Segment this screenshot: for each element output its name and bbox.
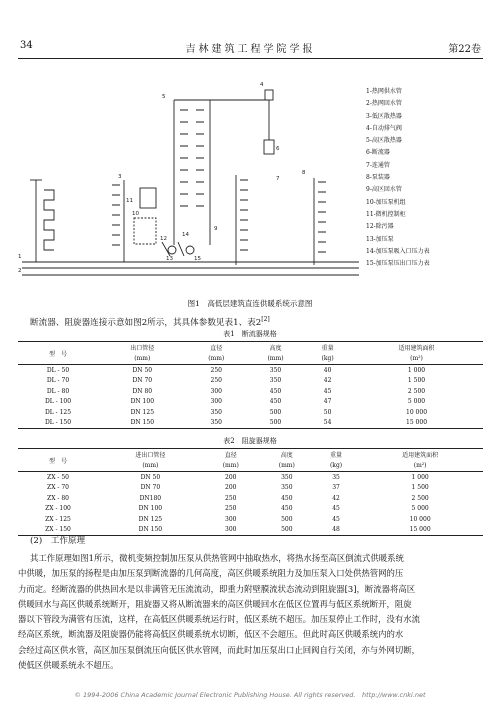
table-row: [18, 504, 483, 515]
diagram-label-1: 1: [18, 254, 22, 260]
table-cell: 54: [305, 418, 350, 429]
table-header-cell: 高度: [259, 449, 315, 461]
diagram-label-9: 9: [214, 226, 218, 232]
figure-legend: [366, 86, 430, 270]
table-cell: DL - 50: [46, 366, 70, 374]
table-unit-cell: (mm): [259, 460, 315, 472]
table-cell: 350: [281, 473, 293, 481]
diagram-label-7: 7: [276, 176, 280, 182]
table-unit-cell: (kg): [315, 460, 357, 472]
legend-item: 2-热网回水管: [366, 100, 402, 108]
diagram-labels: [18, 82, 306, 274]
diagram-label-8: 8: [302, 170, 306, 176]
table-cell: 250: [225, 505, 237, 513]
table-cell: ZX - 80: [47, 494, 69, 502]
table-cell: ZX - 70: [47, 484, 69, 492]
table-unit-cell: (m²): [350, 353, 483, 365]
diagram-label-5: 5: [162, 94, 166, 100]
table-cell: DN 70: [132, 377, 153, 385]
table-cell: 250: [225, 494, 237, 502]
building-2-radiators: [112, 180, 124, 262]
table1-caption: 表1 断流器规格: [223, 330, 277, 338]
street-mains: [22, 262, 359, 275]
table-cell: 10 000: [409, 515, 431, 523]
table-unit-cell: (mm): [246, 353, 305, 365]
table-cell: DL - 125: [44, 408, 72, 416]
body-line: 供暖回水与高区供暖系统断开，阻旋器又将从断流器来的高区供暖回水在低区位置再与低区系统断开，阻旋: [18, 598, 412, 609]
high-zone-risers: [174, 100, 269, 245]
table-cell: 300: [210, 387, 222, 395]
body-line: 中供暖，加压泵的扬程是由加压泵到断流器的几何高度，高区供暖系统阻力及加压泵入口处供热管网的压: [18, 568, 404, 579]
table1: [18, 341, 483, 429]
table-cell: 350: [269, 377, 282, 385]
table-cell: 2 500: [407, 387, 426, 395]
table-cell: 200: [225, 484, 237, 492]
table-unit-cell: (m²): [357, 460, 483, 472]
table-row: [18, 514, 483, 525]
table-row: [18, 376, 483, 387]
table-cell: DN 50: [140, 473, 161, 481]
legend-item: 10-加压泵机组: [366, 198, 406, 206]
table-cell: 5 000: [407, 398, 426, 406]
diagram-label-15: 15: [194, 256, 201, 262]
table-cell: 2 500: [411, 494, 429, 502]
table-cell: 350: [210, 408, 222, 416]
table-cell: DL - 80: [46, 387, 70, 395]
table-cell: 500: [281, 515, 293, 523]
diagram-label-12: 12: [160, 236, 167, 242]
intro-citation: [2]: [261, 316, 270, 323]
table-header-cell: 直径: [187, 342, 246, 354]
section-heading: (2) 工作原理: [30, 536, 86, 546]
table-row: [18, 483, 483, 494]
table-header-cell: 重量: [305, 342, 350, 354]
table-cell: 37: [332, 484, 340, 492]
page-number: 34: [20, 40, 33, 51]
table-cell: DN 50: [132, 366, 153, 374]
table-row: [18, 407, 483, 418]
legend-item: 15-加压泵压出口压力表: [366, 260, 430, 268]
legend-item: 1-热网供水管: [366, 88, 402, 95]
table-cell: 350: [269, 366, 282, 374]
table-row: [18, 386, 483, 397]
table-cell: 48: [315, 525, 357, 536]
table-cell: 300: [203, 525, 259, 536]
legend-item: 14-加压泵吸入口压力表: [366, 247, 430, 255]
table-cell: DN 150: [98, 418, 187, 429]
table-cell: DN 125: [130, 408, 155, 416]
intro-text: 断流器、阻旋器连接示意如图2所示，其具体参数见表1、表2: [30, 317, 262, 328]
table-cell: DN 100: [138, 505, 163, 513]
legend-item: 3-低区散热器: [366, 112, 402, 120]
table-cell: DN 150: [98, 525, 203, 536]
table-header-cell: 进出口管径: [98, 449, 203, 461]
table-cell: DN 125: [138, 515, 163, 523]
body-line: 力而定。经断流器的供热回水是以非满管无压流流动，即重力附壁膜流状态流动到阻旋器[3]，断流器将高区: [18, 583, 416, 594]
legend-item: 9-高区回水管: [366, 186, 402, 194]
diagram-label-4: 4: [260, 82, 264, 88]
table-row: [18, 418, 483, 429]
diagram-label-3: 3: [118, 174, 122, 180]
legend-item: 11-微机控制柜: [366, 210, 406, 218]
table-row: [18, 397, 483, 408]
table-unit-cell: (mm): [98, 353, 187, 365]
table-cell: DN 80: [132, 387, 153, 395]
table-cell: 45: [332, 505, 340, 513]
table-cell: 350: [281, 484, 293, 492]
table-row: [18, 472, 483, 483]
table-cell: 250: [210, 366, 222, 374]
diagram-label-11: 11: [126, 198, 133, 204]
table-cell: 42: [332, 494, 340, 502]
tall-building-2: [314, 178, 326, 265]
table-cell: DN180: [139, 494, 162, 502]
legend-item: 13-加压泵: [366, 235, 394, 243]
tall-building-1: [236, 175, 248, 265]
legend-item: 8-泵装器: [366, 174, 390, 182]
table-header-cell: 直径: [203, 449, 259, 461]
body-text: [18, 551, 485, 673]
table-header-cell: 高度: [246, 342, 305, 354]
legend-item: 7-连通管: [366, 161, 390, 169]
table-cell: DN 70: [140, 484, 161, 492]
table-cell: 500: [246, 418, 305, 429]
table-unit-cell: (mm): [187, 353, 246, 365]
table-cell: 10 000: [406, 408, 428, 416]
legend-item: 5-高区散热器: [366, 137, 402, 145]
journal-title: 吉林建筑工程学院学报: [185, 44, 316, 55]
table-cell: 50: [323, 408, 332, 416]
diagram-label-10: 10: [132, 211, 139, 217]
table-cell: 350: [187, 418, 246, 429]
diagram-label-6: 6: [276, 146, 280, 152]
table-cell: 500: [269, 408, 282, 416]
table-cell: DL - 100: [44, 398, 72, 406]
table-header-cell: 型 号: [18, 342, 98, 365]
table-cell: 1 500: [411, 484, 429, 492]
table-cell: DL - 150: [18, 418, 98, 429]
table-cell: 15 000: [357, 525, 483, 536]
table-cell: 500: [259, 525, 315, 536]
table-cell: 1 500: [407, 377, 426, 385]
table-cell: 450: [269, 398, 282, 406]
system-diagram: [14, 70, 364, 288]
table-cell: 1 000: [411, 473, 429, 481]
table-cell: 450: [281, 494, 293, 502]
diagram-label-2: 2: [18, 268, 22, 274]
body-line: 使低区供暖系统永不超压。: [18, 660, 119, 671]
table-cell: 450: [269, 387, 282, 395]
table-unit-cell: (mm): [203, 460, 259, 472]
header-rule: [18, 58, 483, 59]
table-cell: 300: [210, 398, 222, 406]
table-header-cell: 重量: [315, 449, 357, 461]
table2-caption: 表2 阻旋器规格: [223, 437, 277, 445]
running-header: [18, 40, 483, 56]
table-cell: 47: [323, 398, 332, 406]
figure-caption: 图1 高低层建筑直连供暖系统示意图: [187, 299, 313, 308]
table-cell: 15 000: [350, 418, 483, 429]
low-building-left: [30, 180, 54, 262]
table-cell: 45: [332, 515, 340, 523]
body-line: 其工作原理如图1所示，微机变频控制加压泵从供热管网中抽取热水，将热水扬至高区倒流式供暖系统: [30, 553, 404, 563]
table-cell: ZX - 100: [45, 505, 71, 513]
table-header-cell: 适用建筑面积: [357, 449, 483, 461]
table-header-cell: 适用建筑面积: [350, 342, 483, 354]
table-cell: 40: [323, 366, 332, 374]
legend-item: 4-自动排气阀: [366, 124, 402, 132]
table-cell: 1 000: [407, 366, 426, 374]
table-cell: 45: [323, 387, 332, 395]
table-unit-cell: (kg): [305, 353, 350, 365]
legend-item: 6-断流器: [366, 149, 390, 157]
table-cell: 5 000: [411, 505, 429, 513]
table-cell: ZX - 50: [47, 473, 69, 481]
table-cell: 450: [281, 505, 293, 513]
table-row: [18, 493, 483, 504]
copyright-footer: © 1994-2006 China Academic Journal Electronic Publishing House. All rights reserved. http://www.cnki.net: [74, 691, 426, 699]
pump-unit: [134, 188, 194, 256]
legend-item: 12-除污器: [366, 223, 394, 231]
volume-label: 第22卷: [448, 44, 481, 55]
table-cell: 300: [225, 515, 237, 523]
table-header-row: [18, 342, 483, 354]
table-cell: DL - 70: [46, 377, 70, 385]
table-cell: 200: [225, 473, 237, 481]
table-row: [18, 525, 483, 536]
table-row: [18, 365, 483, 376]
table-cell: ZX - 150: [18, 525, 98, 536]
body-line: 经高区系统，断流器及阻旋器仍能将高低区供暖系统水切断，低区不会超压。但此时高区供暖系统内的水: [18, 629, 404, 640]
table-cell: 35: [332, 473, 340, 481]
table-cell: 250: [210, 377, 222, 385]
table-cell: 42: [323, 377, 332, 385]
table2: [18, 448, 483, 536]
table-header-row: [18, 449, 483, 461]
body-line: 器以下管段为满管有压流，这样，在高低区供暖系统运行时，低区系统不超压。加压泵停止工作时，没有水流: [18, 614, 420, 625]
table-cell: ZX - 125: [45, 515, 71, 523]
table-cell: DN 100: [130, 398, 155, 406]
diagram-label-14: 14: [182, 232, 189, 238]
body-line: 会经过高区供水管，高区加压泵倒流压向低区供水管网，而此时加压泵出口止回阀自行关闭，亦与外网切断，: [18, 644, 420, 655]
table-header-cell: 型 号: [18, 449, 98, 472]
table-header-cell: 出口管径: [98, 342, 187, 354]
diagram-label-13: 13: [166, 256, 173, 262]
table-unit-cell: (mm): [98, 460, 203, 472]
